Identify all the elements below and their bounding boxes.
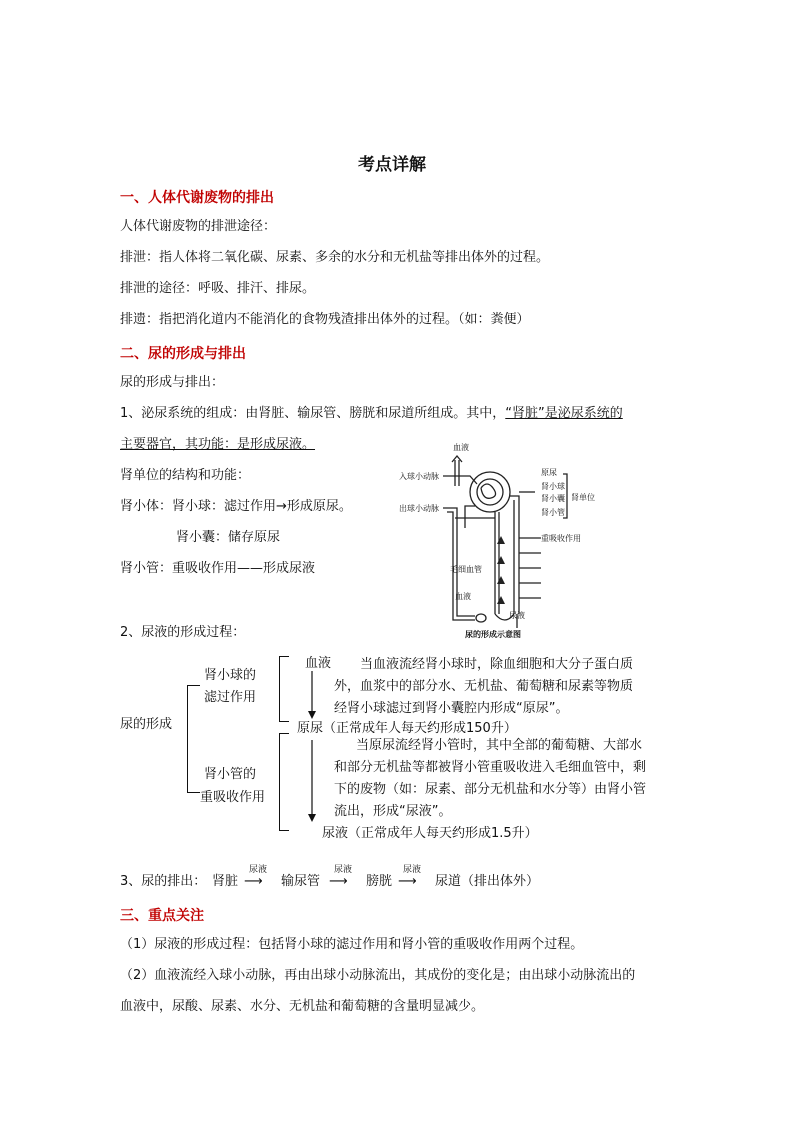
flow-bracket [279, 721, 289, 722]
flow-desc: 和部分无机盐等都被肾小管重吸收进入毛细血管中，剩 [334, 760, 647, 775]
flow-desc: 当血液流经肾小球时，除血细胞和大分子蛋白质 [360, 657, 634, 672]
flow-bracket [279, 656, 289, 657]
arrow-label: 尿液 [249, 865, 268, 875]
diagram-label: 肾小管 [541, 508, 565, 517]
flow-bracket [279, 830, 289, 831]
flow-branch-label: 重吸收作用 [200, 790, 266, 805]
text-line: 肾单位的结构和功能： [120, 468, 251, 483]
flow-brace [187, 685, 200, 686]
flow-desc: 流出，形成“尿液”。 [334, 804, 452, 819]
text-line: 2、尿液的形成过程： [120, 625, 246, 640]
diagram-label: 出球小动脉 [399, 504, 439, 513]
diagram-label: 肾小囊 [541, 494, 565, 503]
arrow-label: 尿液 [403, 865, 422, 875]
flow-branch-label: 肾小球的 [204, 668, 257, 683]
diagram-label: 血液 [455, 592, 471, 601]
underlined-text: 主要器官，其功能：是形成尿液。 [120, 437, 316, 452]
flow-branch-label: 肾小管的 [204, 767, 257, 782]
down-arrow-icon [305, 740, 319, 822]
text-line: 血液中，尿酸、尿素、水分、无机盐和葡萄糖的含量明显减少。 [120, 999, 485, 1014]
right-arrow-icon: ⟶ [244, 874, 263, 889]
diagram-label: 重吸收作用 [541, 534, 581, 543]
text-line: 3、尿的排出： [120, 874, 207, 889]
diagram-label: 肾小球 [541, 482, 565, 491]
text-line: 尿的形成与排出： [120, 375, 225, 390]
flow-desc: 经肾小球滤过到肾小囊腔内形成“原尿”。 [334, 701, 569, 716]
flow-bracket [279, 733, 289, 734]
section-heading-1: 一、人体代谢废物的排出 [120, 190, 274, 206]
diagram-label: 血液 [453, 443, 469, 452]
text-line: 肾小体：肾小球：滤过作用→形成原尿。 [120, 499, 352, 514]
diagram-label: 肾单位 [571, 493, 595, 502]
flow-blood: 血液 [305, 656, 332, 671]
excretion-organ: 肾脏 [212, 874, 239, 889]
flow-primary-urine: 原尿（正常成年人每天约形成150升） [297, 721, 517, 736]
flow-bracket [279, 733, 280, 831]
text-line: （2）血液流经入球小动脉，再由出球小动脉流出，其成份的变化是；由出球小动脉流出的 [120, 968, 636, 983]
down-arrow-icon [305, 671, 319, 719]
text-line: （1）尿液的形成过程：包括肾小球的滤过作用和肾小管的重吸收作用两个过程。 [120, 937, 584, 952]
urine-formation-diagram [395, 438, 625, 643]
page-title: 考点详解 [358, 155, 426, 175]
flow-desc: 外，血浆中的部分水、无机盐、葡萄糖和尿素等物质 [334, 679, 634, 694]
diagram-caption: 尿的形成示意图 [465, 630, 521, 639]
flow-branch-label: 滤过作用 [204, 690, 257, 705]
flow-root: 尿的形成 [120, 717, 173, 732]
flow-desc: 下的废物（如：尿素、部分无机盐和水分等）由肾小管 [334, 782, 647, 797]
text-span: 1、泌尿系统的组成：由肾脏、输尿管、膀胱和尿道所组成。其中， [120, 406, 506, 421]
text-line: 肾小管：重吸收作用——形成尿液 [120, 561, 316, 576]
text-line [120, 405, 623, 423]
diagram-label: 毛细血管 [450, 565, 482, 574]
text-line: 排泄的途径：呼吸、排汗、排尿。 [120, 281, 316, 296]
flow-bracket [279, 656, 280, 722]
section-heading-3: 三、重点关注 [120, 908, 204, 924]
right-arrow-icon: ⟶ [329, 874, 348, 889]
diagram-label: 尿液 [509, 611, 525, 620]
flow-desc: 当原尿流经肾小管时，其中全部的葡萄糖、大部水 [356, 738, 643, 753]
text-line: 排泄：指人体将二氧化碳、尿素、多余的水分和无机盐等排出体外的过程。 [120, 250, 550, 265]
text-line: 肾小囊：储存原尿 [176, 530, 281, 545]
diagram-label: 原尿 [541, 468, 557, 477]
section-heading-2: 二、尿的形成与排出 [120, 346, 246, 362]
underlined-text: “肾脏”是泌尿系统的 [505, 406, 623, 421]
arrow-label: 尿液 [334, 865, 353, 875]
flow-brace [187, 792, 200, 793]
excretion-organ: 尿道（排出体外） [435, 874, 540, 889]
flow-final-urine: 尿液（正常成年人每天约形成1.5升） [322, 826, 538, 841]
excretion-organ: 膀胱 [366, 874, 393, 889]
text-line: 人体代谢废物的排泄途径： [120, 219, 277, 234]
excretion-organ: 输尿管 [281, 874, 321, 889]
text-line: 排遗：指把消化道内不能消化的食物残渣排出体外的过程。（如：粪便） [120, 312, 530, 327]
diagram-label: 入球小动脉 [399, 472, 439, 481]
flow-brace [187, 685, 188, 793]
right-arrow-icon: ⟶ [398, 874, 417, 889]
